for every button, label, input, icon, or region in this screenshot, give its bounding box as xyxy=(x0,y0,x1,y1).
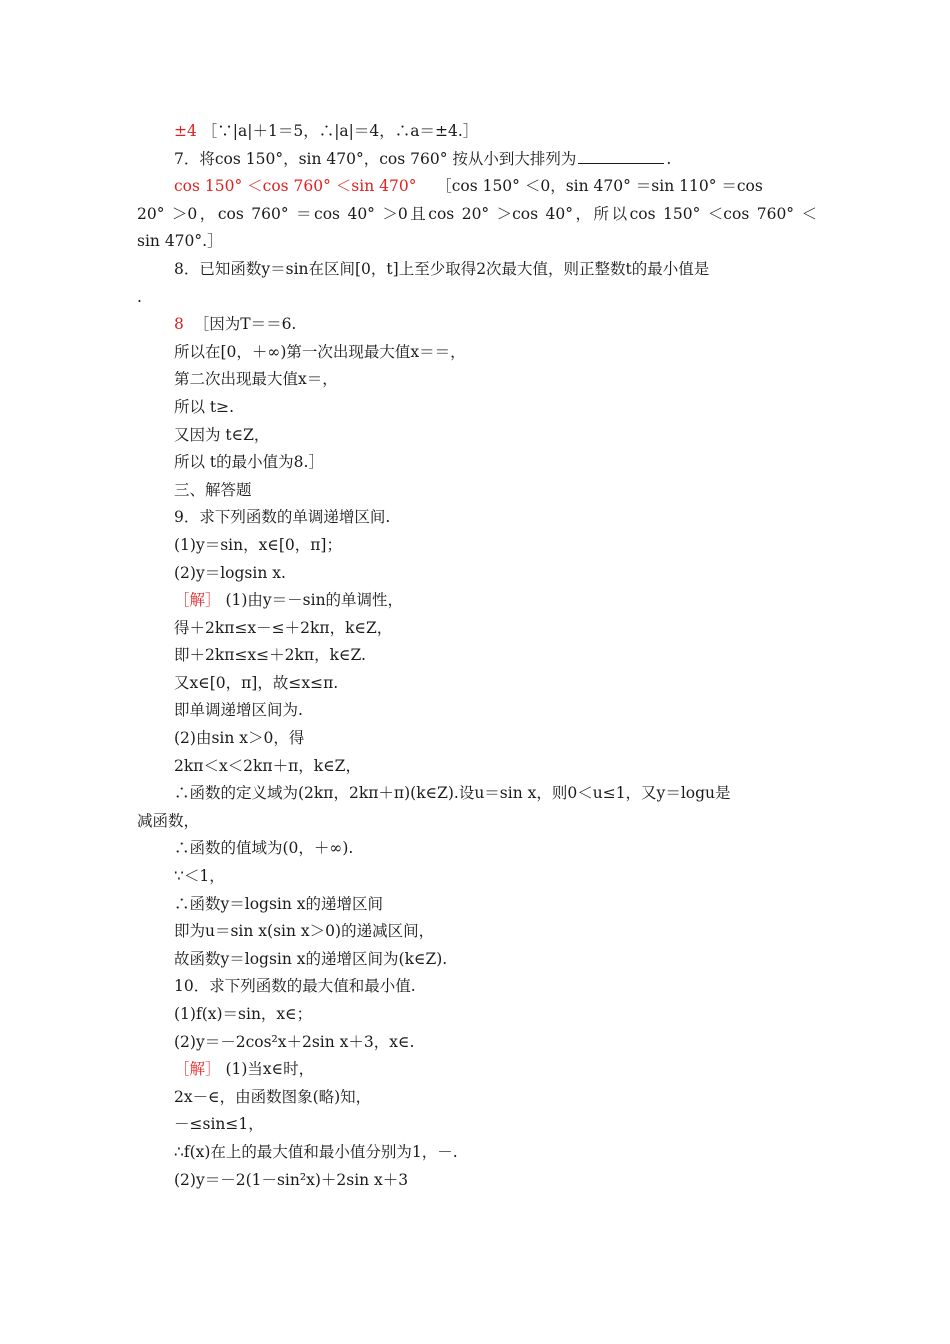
q7-question: 7．将cos 150°，sin 470°，cos 760° 按从小到大排列为 . xyxy=(174,149,672,168)
section-heading: 三、解答题 xyxy=(174,480,252,499)
q9-solution-2: 得＋2kπ≤x－≤＋2kπ，k∈Z， xyxy=(174,618,393,637)
q7-explanation-c: sin 470°.］ xyxy=(137,232,223,251)
q9-solution-11: ∵＜1， xyxy=(174,867,225,886)
q8-explanation-1: ［因为T＝＝6. xyxy=(193,315,297,334)
q9-solution-4: 又x∈[0，π]，故≤x≤π. xyxy=(174,673,339,692)
document-body xyxy=(137,118,817,1194)
q10-part-1: (1)f(x)＝sin，x∈； xyxy=(174,1005,313,1023)
q10-part-2: (2)y＝－2cos²x＋2sin x＋3，x∈. xyxy=(174,1032,415,1051)
q7-answer: cos 150° ＜cos 760° ＜sin 470° xyxy=(174,177,417,196)
q10-solution-5: (2)y＝－2(1－sin²x)＋2sin x＋3 xyxy=(174,1170,409,1189)
q10-question: 10．求下列函数的最大值和最小值. xyxy=(174,977,416,996)
q9-solution-1: ［解］ (1)由y＝－sin的单调性， xyxy=(174,591,404,610)
q10-solution-3: －≤sin≤1， xyxy=(174,1115,264,1134)
q9-solution-7: 2kπ＜x＜2kπ＋π，k∈Z， xyxy=(174,756,361,775)
q9-solution-14: 故函数y＝logsin x的递增区间为(k∈Z). xyxy=(174,949,448,968)
q10-solution-2: 2x－∈，由函数图象(略)知， xyxy=(174,1087,372,1106)
q10-solution-1: ［解］ (1)当x∈时， xyxy=(174,1060,315,1079)
solution-tag: ［解］ xyxy=(174,591,221,610)
q8-explanation-4: 所以 t≥. xyxy=(174,397,235,416)
q9-solution-3: 即＋2kπ≤x≤＋2kπ，k∈Z. xyxy=(174,646,366,665)
q10-solution-4: ∴f(x)在上的最大值和最小值分别为1，－. xyxy=(174,1142,458,1161)
q8-explanation-3: 第二次出现最大值x＝， xyxy=(174,370,338,389)
q6-answer: ±4 xyxy=(174,122,197,140)
solution-tag: ［解］ xyxy=(174,1060,221,1079)
q9-solution-9: 减函数， xyxy=(137,811,200,830)
answer-blank xyxy=(578,162,664,164)
q6-explanation: ［∵|a|＋1＝5，∴|a|＝4，∴a＝±4.］ xyxy=(201,122,479,140)
q9-solution-13: 即为u＝sin x(sin x＞0)的递减区间， xyxy=(174,922,435,941)
q9-solution-6: (2)由sin x＞0，得 xyxy=(174,729,305,748)
q9-solution-12: ∴函数y＝logsin x的递增区间 xyxy=(174,894,384,913)
q8-question: 8．已知函数y＝sin在区间[0，t]上至少取得2次最大值，则正整数t的最小值是 xyxy=(174,259,710,278)
q8-question-tail: . xyxy=(137,287,142,306)
q8-explanation-5: 又因为 t∈Z， xyxy=(174,425,270,444)
q9-question: 9．求下列函数的单调递增区间. xyxy=(174,508,391,527)
q6-answer-line xyxy=(137,118,817,146)
q7-answer-line xyxy=(137,173,817,201)
q9-part-1: (1)y＝sin，x∈[0，π]； xyxy=(174,535,342,554)
q8-answer-line xyxy=(137,311,817,339)
q9-part-2: (2)y＝logsin x. xyxy=(174,563,286,582)
q7-explanation-a: ［cos 150° ＜0，sin 470° ＝sin 110° ＝cos xyxy=(436,177,763,196)
q8-explanation-2: 所以在[0，＋∞)第一次出现最大值x＝＝， xyxy=(174,342,466,361)
q7-explanation-b: 20° ＞0，cos 760° ＝cos 40° ＞0且cos 20° ＞cos 40°，所以cos 150° ＜cos 760° ＜ xyxy=(137,204,817,223)
q8-explanation-6: 所以 t的最小值为8.］ xyxy=(174,453,324,472)
q9-solution-8: ∴函数的定义域为(2kπ，2kπ＋π)(k∈Z).设u＝sin x，则0＜u≤1，又y＝logu是 xyxy=(174,784,731,803)
q9-solution-5: 即单调递增区间为. xyxy=(174,701,303,720)
q9-solution-10: ∴函数的值域为(0，＋∞). xyxy=(174,839,354,858)
q8-answer: 8 xyxy=(174,315,184,334)
